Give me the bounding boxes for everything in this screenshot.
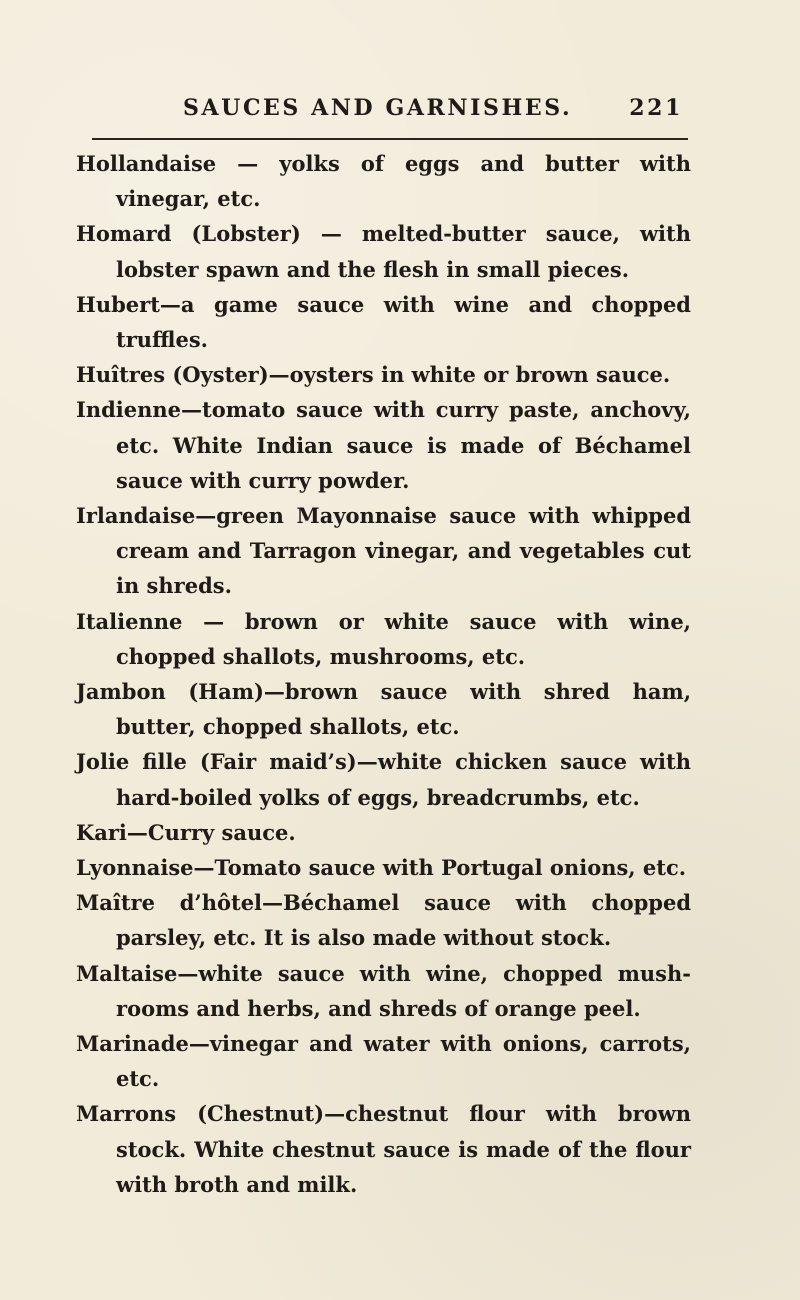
entry-separator: — [262,890,284,916]
entry-separator [187,749,200,774]
entry-separator [171,221,191,246]
glossary-entry [76,674,691,744]
entry-separator [176,1101,197,1126]
entry-term: Maître d’hôtel [76,890,263,916]
entry-definition: (Chestnut)—chestnut flour with brown stock. White chestnut sauce is made of the flour with broth and milk. [116,1101,692,1197]
entry-definition: Tomato sauce with Portugal onions, etc. [214,855,687,881]
glossary-entry [76,216,691,286]
entry-separator: — [177,960,199,986]
glossary-entry [76,1096,691,1202]
entry-definition: Béchamel sauce with chopped parsley, etc. It is also made without stock. [116,890,691,951]
header-rule [92,138,688,140]
entry-term: Indienne [76,397,182,423]
entry-definition: (Ham)—brown sauce with shred ham, butter, chopped shallots, etc. [116,679,692,740]
entry-definition: (Lobster) — melted-butter sauce, with lobster spawn and the flesh in small pieces. [116,221,691,282]
entry-term: Kari [76,819,127,845]
glossary-entry [76,1026,691,1096]
entry-term: Italienne [76,608,183,634]
entry-separator: — [193,855,215,881]
entry-term: Hubert [76,291,160,317]
entry-definition: Curry sauce. [147,819,296,845]
entry-definition: (Fair maid’s)—white chicken sauce with hard-boiled yolks of eggs, breadcrumbs, etc. [116,749,691,810]
page-number: 221 [629,95,683,121]
glossary-entry [76,744,691,814]
entry-term: Marrons [76,1101,177,1127]
entry-separator: — [216,151,280,176]
entry-definition: white sauce with wine, chopped mush-rooms and herbs, and shreds of orange peel. [116,960,691,1021]
entry-term: Huîtres [76,362,166,388]
entry-term: Homard [76,221,172,247]
glossary-entry [76,885,691,955]
glossary-entry [76,287,691,357]
entry-term: Hollandaise [76,151,217,176]
glossary-entry [76,146,691,216]
running-head [183,95,683,121]
glossary-entry [76,850,691,885]
entry-term: Marinade [76,1031,189,1057]
chapter-title: SAUCES AND GARNISHES. [183,95,573,121]
entry-term: Jolie fille [76,749,187,775]
entry-definition: green Mayonnaise sauce with whipped cream and Tarragon vinegar, and vegetables cut in shreds. [116,503,691,599]
entry-term: Irlandaise [76,503,196,529]
glossary-entry [76,815,691,850]
entry-separator: — [181,397,203,423]
entry-definition: (Oyster)—oysters in white or brown sauce. [172,362,671,388]
entry-definition: brown or white sauce with wine, chopped shallots, mushrooms, etc. [116,608,691,669]
entry-separator: — [195,503,217,529]
entry-separator: — [159,291,181,317]
glossary-entry [76,357,691,392]
glossary-entry [76,498,691,604]
entry-term: Jambon [76,679,166,705]
glossary-entries [76,146,691,1202]
glossary-entry [76,392,691,498]
entry-separator: — [182,608,245,634]
entry-definition: vinegar and water with onions, carrots, etc. [116,1031,691,1092]
glossary-entry [76,604,691,674]
entry-definition: yolks of eggs and butter with vinegar, etc. [116,151,691,212]
glossary-entry [76,956,691,1026]
entry-definition: a game sauce with wine and chopped truffles. [116,291,691,353]
entry-term: Lyonnaise [76,855,194,881]
entry-term: Maltaise [76,960,178,986]
entry-separator: — [126,819,148,845]
entry-separator [166,679,189,704]
entry-definition: tomato sauce with curry paste, anchovy, etc. White Indian sauce is made of Béchamel sauce with curry powder. [116,397,691,493]
entry-separator: — [188,1031,210,1057]
